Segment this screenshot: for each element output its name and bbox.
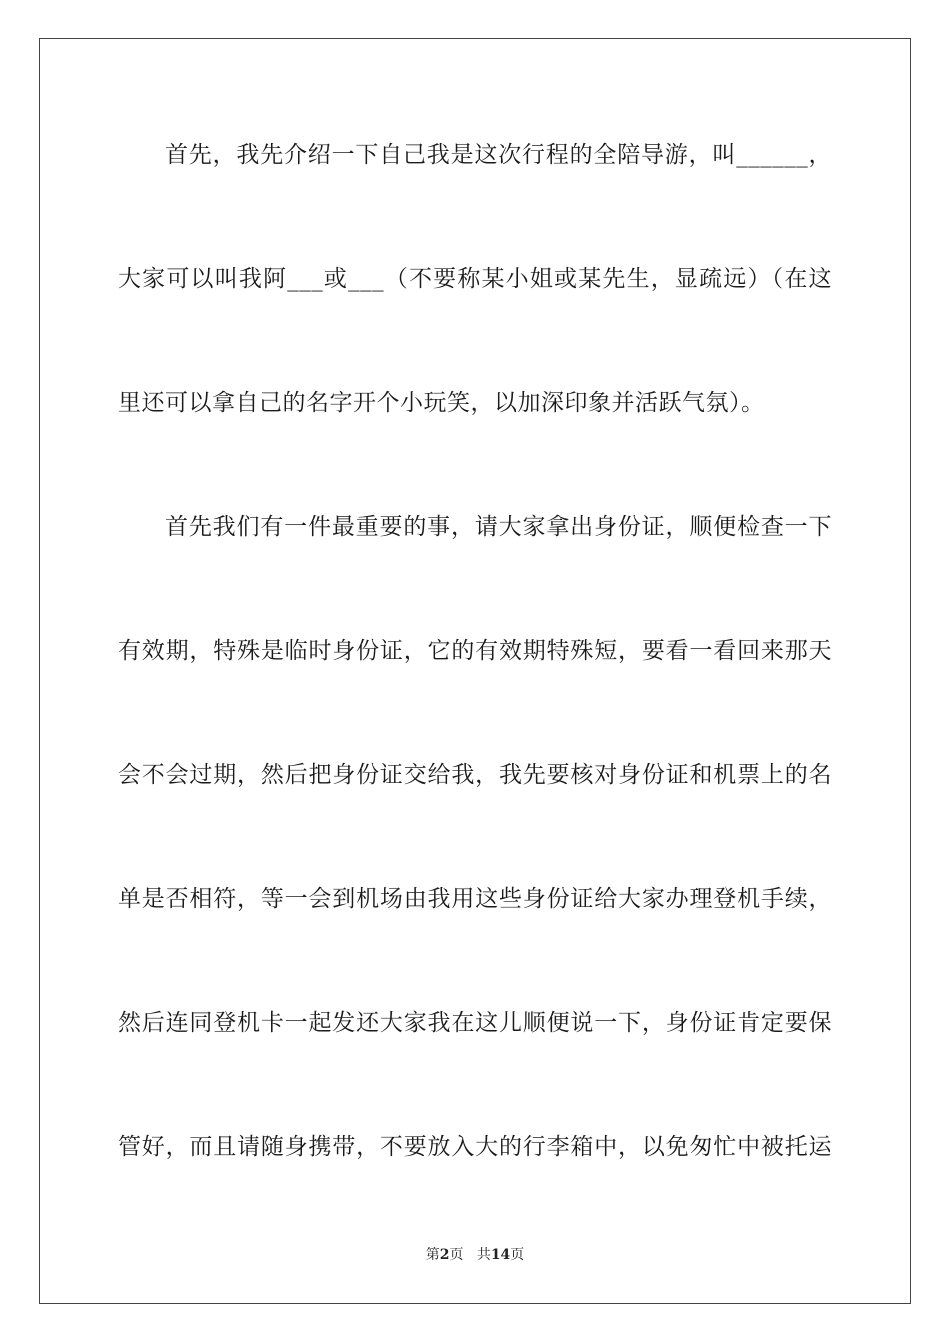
paragraph-2-line-6: 管好，而且请随身携带，不要放入大的行李箱中，以免匆忙中被托运 — [118, 1134, 832, 1160]
paragraph-2-line-3: 会不会过期，然后把身份证交给我，我先要核对身份证和机票上的名 — [118, 762, 832, 788]
paragraph-1-line-1: 首先，我先介绍一下自己我是这次行程的全陪导游，叫______， — [165, 142, 832, 168]
paragraph-2-line-2: 有效期，特殊是临时身份证，它的有效期特殊短，要看一看回来那天 — [118, 638, 832, 664]
paragraph-1-line-3: 里还可以拿自己的名字开个小玩笑，以加深印象并活跃气氛）。 — [118, 390, 765, 416]
footer-page-number: 2 — [439, 1247, 450, 1263]
footer-page-prefix: 第 — [425, 1247, 440, 1263]
footer-total-pages: 14 — [490, 1247, 511, 1263]
page-footer — [0, 1244, 950, 1264]
paragraph-2-line-5: 然后连同登机卡一起发还大家我在这儿顺便说一下，身份证肯定要保 — [118, 1010, 832, 1036]
footer-total-prefix: 共 — [476, 1247, 491, 1263]
footer-page-unit: 页 — [449, 1247, 464, 1263]
paragraph-2-line-1: 首先我们有一件最重要的事，请大家拿出身份证，顺便检查一下 — [165, 514, 832, 540]
paragraph-2-line-4: 单是否相符，等一会到机场由我用这些身份证给大家办理登机手续， — [118, 886, 832, 912]
document-body — [118, 124, 832, 1178]
paragraph-1-line-2: 大家可以叫我阿___或___（不要称某小姐或某先生，显疏远）（在这 — [118, 266, 832, 292]
footer-total-unit: 页 — [510, 1247, 525, 1263]
